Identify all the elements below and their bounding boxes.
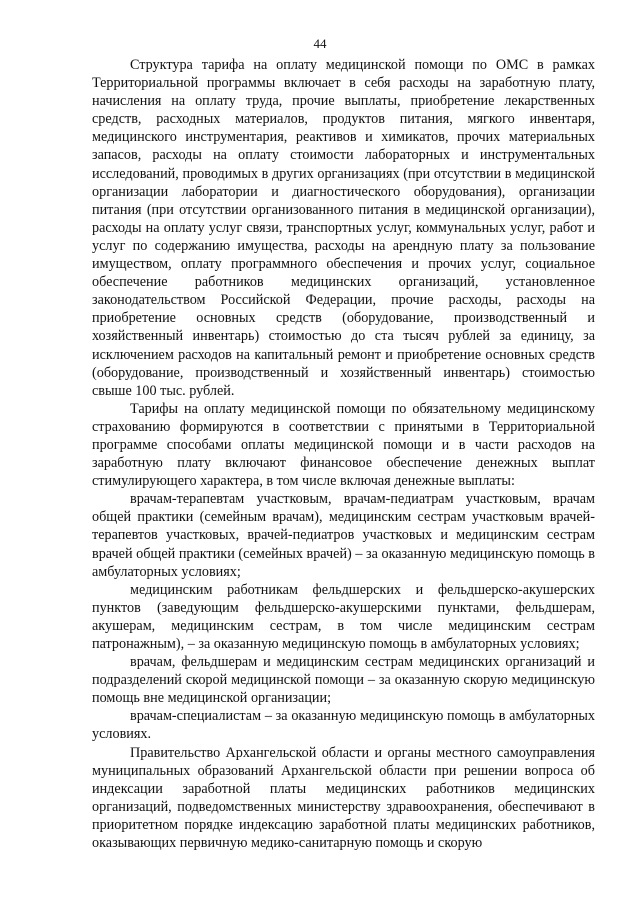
paragraph-emergency-staff: врачам, фельдшерам и медицинским сестрам медицинских организаций и подразделений скорой медицинской помощи – за оказанную скорую медицинскую помощь вне медицинской организации; bbox=[92, 654, 595, 707]
paragraph-feldsher-workers: медицинским работникам фельдшерских и фельдшерско-акушерских пунктов (заведующим фельдшерско-акушерскими пунктами, фельдшерам, акушерам, медицинским сестрам, в том числе медицинским сестрам патронажным), – за оказанную медицинскую помощь в амбулаторных условиях; bbox=[92, 581, 595, 652]
paragraph-therapists: врачам-терапевтам участковым, врачам-педиатрам участковым, врачам общей практики (семейным врачам), медицинским сестрам участковым врачей-терапевтов участковых, врачей-педиатров участковых и медицинским сестрам врачей общей практики (семейных врачей) – за оказанную медицинскую помощь в амбулаторных условиях; bbox=[92, 491, 595, 580]
paragraph-government-indexation: Правительство Архангельской области и органы местного самоуправления муниципальных образований Архангельской области при решении вопроса об индексации заработной платы медицинских работников медицинских организаций, подведомственных министерству здравоохранения, обеспечивают в приоритетном порядке индексацию заработной платы медицинских работников, оказывающих первичную медико-санитарную помощь и скорую bbox=[92, 744, 595, 852]
document-body bbox=[92, 56, 595, 852]
paragraph-specialists: врачам-специалистам – за оказанную медицинскую помощь в амбулаторных условиях. bbox=[92, 708, 595, 743]
paragraph-tariff-formation: Тарифы на оплату медицинской помощи по обязательному медицинскому страхованию формируются в соответствии с принятыми в Территориальной программе способами оплаты медицинской помощи и в части расходов на заработную плату включают финансовое обеспечение денежных выплат стимулирующего характера, в том числе включая денежные выплаты: bbox=[92, 400, 595, 490]
page-number: 44 bbox=[313, 36, 327, 51]
paragraph-tariff-structure: Структура тарифа на оплату медицинской помощи по ОМС в рамках Территориальной программы включает в себя расходы на заработную плату, начисления на оплату труда, прочие выплаты, приобретение лекарственных средств, расходных материалов, продуктов питания, мягкого инвентаря, медицинского инструментария, реактивов и химикатов, прочих материальных запасов, расходы на оплату стоимости лабораторных и инструментальных исследований, проводимых в других организациях (при отсутствии в медицинской организации лаборатории и диагностического оборудования), организации питания (при отсутствии организованного питания в медицинской организации), расходы на оплату услуг связи, транспортных услуг, коммунальных услуг, работ и услуг по содержанию имущества, расходы на арендную плату за пользование имуществом, оплату программного обеспечения и прочих услуг, социальное обеспечение работников медицинских организаций, установленное законодательством Российской Федерации, прочие расходы, расходы на приобретение основных средств (оборудование, производственный и хозяйственный инвентарь) стоимостью до ста тысяч рублей за единицу, за исключением расходов на капитальный ремонт и приобретение основных средств (оборудование, производственный и хозяйственный инвентарь) стоимостью свыше 100 тыс. рублей. bbox=[92, 57, 595, 399]
